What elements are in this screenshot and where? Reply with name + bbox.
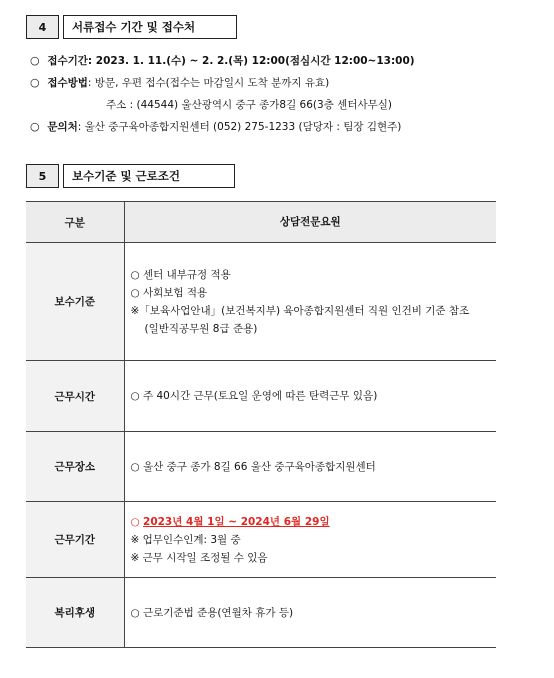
circle-bullet-icon: ○ bbox=[30, 54, 40, 67]
reception-period-label: 접수기간 bbox=[47, 55, 88, 67]
row-value-welfare bbox=[124, 578, 496, 648]
reception-address: 주소 : (44544) 울산광역시 중구 종가8길 66(3층 센터사무실) bbox=[106, 99, 392, 111]
contact-value: : 울산 중구육아종합지원센터 (052) 275-1233 (담당자 : 팀장 김현주) bbox=[77, 121, 402, 133]
table-row bbox=[26, 502, 496, 578]
place-line-1: ○ 울산 중구 종가 8길 66 울산 중구육아종합지원센터 bbox=[130, 460, 376, 473]
table-row bbox=[26, 361, 496, 432]
section-5-title: 보수기준 및 근로조건 bbox=[63, 164, 235, 188]
pay-line-1: ○ 센터 내부규정 적용 bbox=[130, 268, 231, 281]
circle-bullet-icon: ○ bbox=[30, 76, 40, 89]
row-label-welfare: 복리후생 bbox=[26, 578, 124, 648]
reception-method-value: : 방문, 우편 접수(접수는 마감일시 도착 분까지 유효) bbox=[87, 77, 330, 89]
period-bullet: ○ bbox=[130, 515, 140, 528]
welfare-line-1: ○ 근로기준법 준용(연월차 휴가 등) bbox=[130, 606, 294, 619]
reception-period-line bbox=[30, 53, 415, 68]
table-row bbox=[26, 243, 496, 361]
contact-label: 문의처 bbox=[47, 121, 78, 133]
table-row bbox=[26, 432, 496, 502]
period-line-1 bbox=[131, 513, 497, 531]
row-label-period: 근무기간 bbox=[26, 502, 124, 578]
section-5-header bbox=[26, 164, 235, 188]
period-line-2: ※ 업무인수인계: 3월 중 bbox=[130, 533, 241, 546]
header-category: 구분 bbox=[26, 202, 124, 243]
contact-line bbox=[30, 119, 401, 134]
row-value-period bbox=[124, 502, 496, 578]
row-label-hours: 근무시간 bbox=[26, 361, 124, 432]
header-position: 상담전문요원 bbox=[124, 202, 496, 243]
pay-line-4: (일반직공무원 8급 준용) bbox=[144, 322, 258, 335]
row-value-place bbox=[124, 432, 496, 502]
section-4-number: 4 bbox=[26, 15, 59, 39]
row-label-pay: 보수기준 bbox=[26, 243, 124, 361]
table-header-row bbox=[26, 202, 496, 243]
reception-method-label: 접수방법 bbox=[47, 77, 88, 89]
section-4-header bbox=[26, 15, 237, 39]
pay-line-3: ※「보육사업안내」(보건복지부) 육아종합지원센터 직원 인건비 기준 참조 bbox=[130, 304, 470, 317]
circle-bullet-icon: ○ bbox=[30, 120, 40, 133]
hours-line-1: ○ 주 40시간 근무(토요일 운영에 따른 탄력근무 있음) bbox=[130, 390, 378, 402]
period-line-3: ※ 근무 시작일 조정될 수 있음 bbox=[130, 551, 268, 564]
section-5-number: 5 bbox=[26, 164, 59, 188]
working-conditions-table bbox=[26, 201, 496, 648]
row-value-hours bbox=[124, 361, 496, 432]
reception-method-line bbox=[30, 75, 329, 90]
period-dates: 2023년 4월 1일 ~ 2024년 6월 29일 bbox=[143, 515, 330, 528]
table-row bbox=[26, 578, 496, 648]
row-value-pay bbox=[124, 243, 496, 361]
section-4-title: 서류접수 기간 및 접수처 bbox=[63, 15, 237, 39]
pay-line-2: ○ 사회보험 적용 bbox=[130, 286, 208, 299]
reception-period-value: : 2023. 1. 11.(수) ~ 2. 2.(목) 12:00(점심시간 12:00~13:00) bbox=[87, 55, 415, 67]
row-label-place: 근무장소 bbox=[26, 432, 124, 502]
